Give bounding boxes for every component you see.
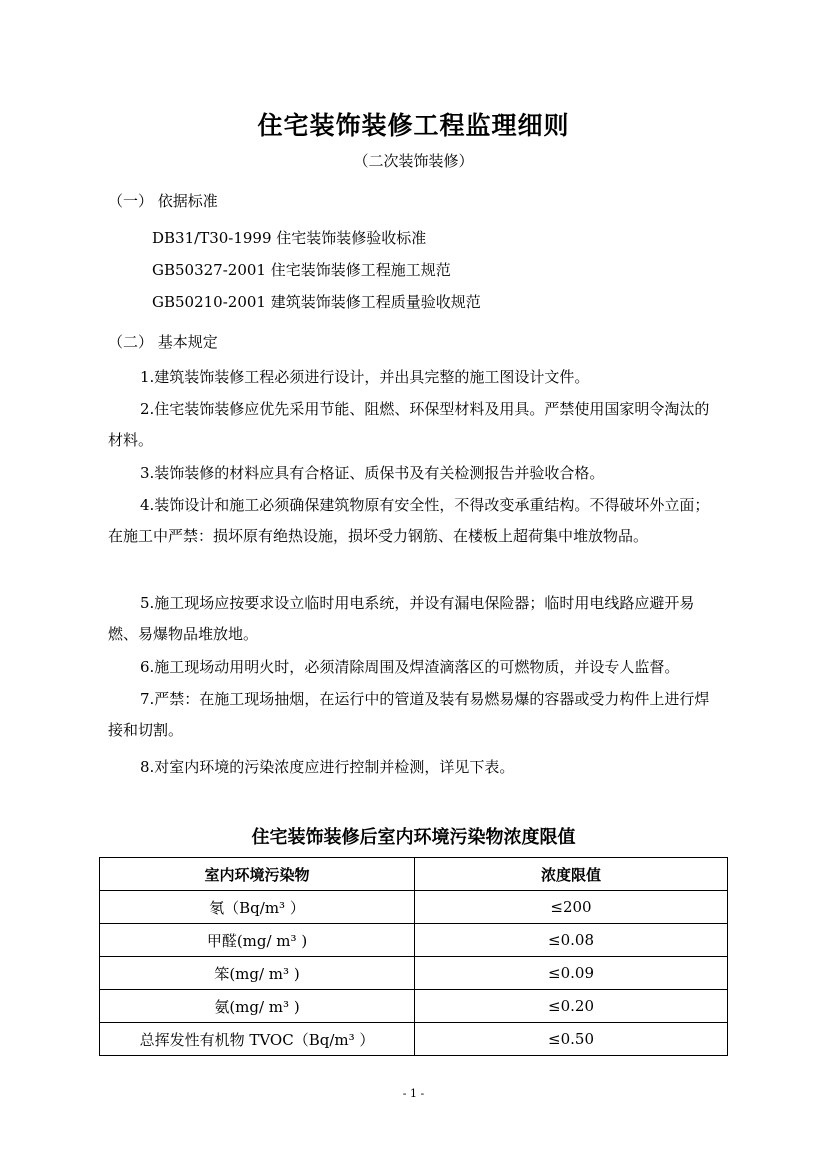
table-row [100, 891, 728, 924]
limit-cell: ≤0.50 [415, 1023, 728, 1056]
rule-item: 6.施工现场动用明火时，必须清除周围及焊渣滴落区的可燃物质，并设专人监督。 [140, 658, 680, 676]
table-row [100, 924, 728, 957]
pollutant-cell: 笨(mg/ m³ ) [100, 957, 415, 990]
table-header-row [100, 858, 728, 891]
section-heading-basis: （一） 依据标准 [108, 192, 218, 210]
pollutant-cell: 氡（Bq/m³ ） [100, 891, 415, 924]
rule-item: 7.严禁：在施工现场抽烟，在运行中的管道及装有易燃易爆的容器或受力构件上进行焊接和切割。 [108, 690, 710, 739]
limit-cell: ≤200 [415, 891, 728, 924]
limit-cell: ≤0.09 [415, 957, 728, 990]
reference-standard: DB31/T30-1999 住宅装饰装修验收标准 [152, 229, 427, 247]
column-header-limit: 浓度限值 [415, 858, 728, 891]
rule-item: 5.施工现场应按要求设立临时用电系统，并设有漏电保险器；临时用电线路应避开易燃、易爆物品堆放地。 [108, 594, 695, 643]
pollutant-cell: 甲醛(mg/ m³ ) [100, 924, 415, 957]
pollutant-cell: 氨(mg/ m³ ) [100, 990, 415, 1023]
rule-item: 3.装饰装修的材料应具有合格证、质保书及有关检测报告并验收合格。 [140, 464, 605, 482]
rule-item: 4.装饰设计和施工必须确保建筑物原有安全性，不得改变承重结构。不得破坏外立面；在施工中严禁：损坏原有绝热设施，损坏受力钢筋、在楼板上超荷集中堆放物品。 [108, 496, 710, 545]
table-row [100, 957, 728, 990]
limit-cell: ≤0.08 [415, 924, 728, 957]
page-title: 住宅装饰装修工程监理细则 [257, 111, 570, 140]
pollutant-cell: 总挥发性有机物 TVOC（Bq/m³ ） [100, 1023, 415, 1056]
rule-item: 8.对室内环境的污染浓度应进行控制并检测，详见下表。 [140, 758, 515, 776]
section-heading-rules: （二） 基本规定 [108, 333, 218, 351]
reference-standard: GB50327-2001 住宅装饰装修工程施工规范 [152, 261, 451, 279]
table-row [100, 990, 728, 1023]
limit-cell: ≤0.20 [415, 990, 728, 1023]
reference-standard: GB50210-2001 建筑装饰装修工程质量验收规范 [152, 293, 481, 311]
pollutant-limit-table [99, 857, 728, 1056]
rule-item: 2.住宅装饰装修应优先采用节能、阻燃、环保型材料及用具。严禁使用国家明令淘汰的材料。 [108, 400, 710, 449]
page-number: - 1 - [402, 1087, 425, 1100]
table-caption: 住宅装饰装修后室内环境污染物浓度限值 [251, 827, 576, 848]
page-subtitle: （二次装饰装修） [353, 152, 474, 170]
column-header-pollutant: 室内环境污染物 [100, 858, 415, 891]
table-row [100, 1023, 728, 1056]
rule-item: 1.建筑装饰装修工程必须进行设计，并出具完整的施工图设计文件。 [140, 368, 590, 386]
